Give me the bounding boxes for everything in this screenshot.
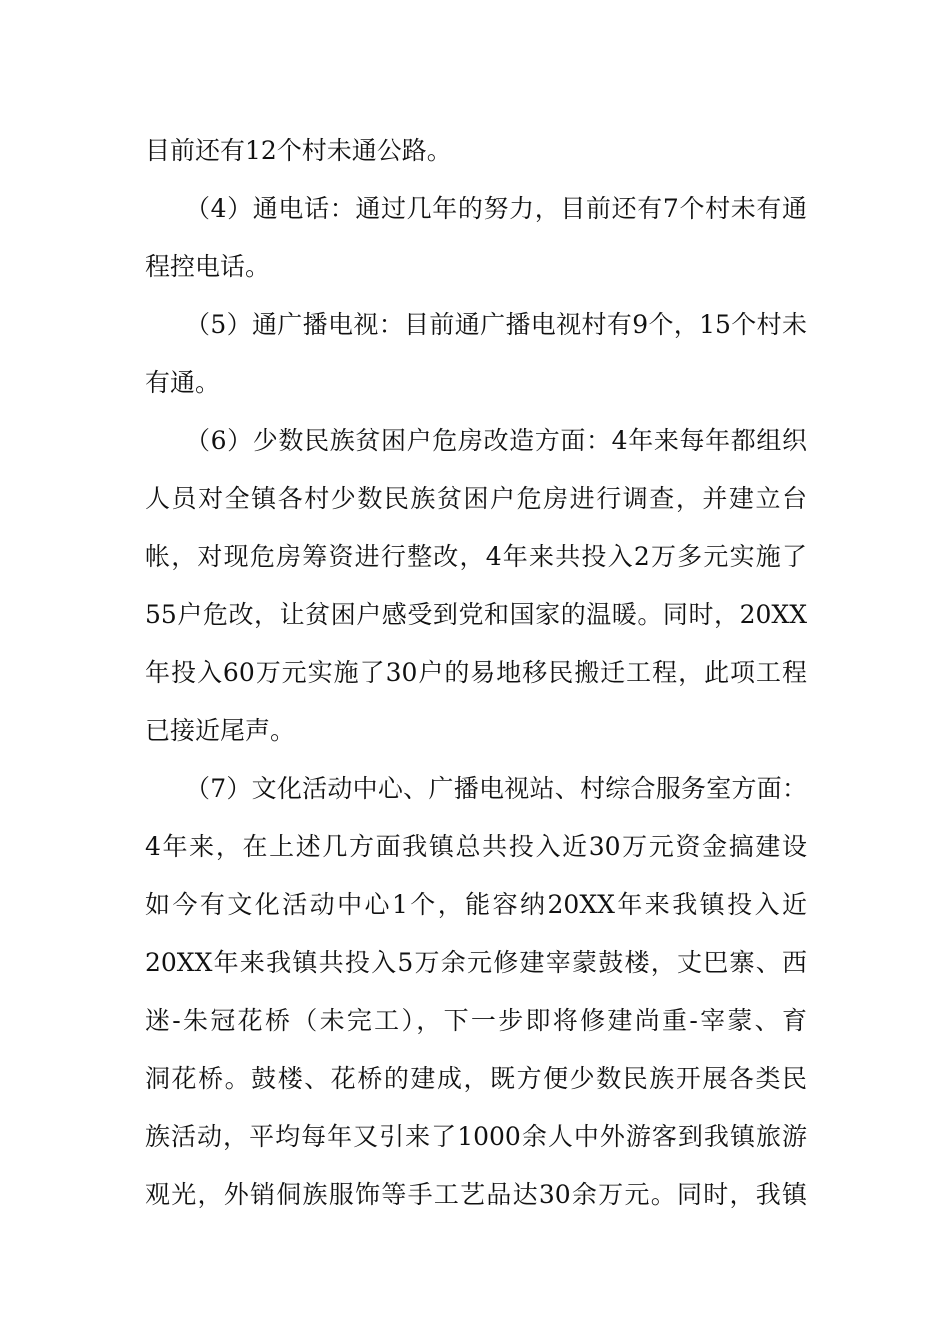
text-line: 人员对全镇各村少数民族贫困户危房进行调查，并建立台 bbox=[145, 484, 807, 513]
text-line: 洞花桥。鼓楼、花桥的建成，既方便少数民族开展各类民 bbox=[145, 1064, 807, 1093]
paragraph-start-line: （7）文化活动中心、广播电视站、村综合服务室方面： bbox=[185, 774, 807, 803]
text-line: 目前还有12个村未通公路。 bbox=[145, 136, 452, 165]
text-line: 迷-朱冠花桥（未完工），下一步即将修建尚重-宰蒙、育 bbox=[145, 1006, 807, 1035]
paragraph-start-line: （4）通电话：通过几年的努力，目前还有7个村未有通 bbox=[185, 194, 807, 223]
text-line: 观光，外销侗族服饰等手工艺品达30余万元。同时，我镇 bbox=[145, 1180, 807, 1209]
text-line: 年投入60万元实施了30户的易地移民搬迁工程，此项工程 bbox=[145, 658, 807, 687]
text-line: 如今有文化活动中心1个，能容纳20XX年来我镇投入近 bbox=[145, 890, 807, 919]
text-line: 有通。 bbox=[145, 368, 221, 397]
paragraph-start-line: （6）少数民族贫困户危房改造方面：4年来每年都组织 bbox=[185, 426, 807, 455]
text-line: 4年来，在上述几方面我镇总共投入近30万元资金搞建设 bbox=[145, 832, 807, 861]
text-line: 已接近尾声。 bbox=[145, 716, 296, 745]
text-line: 55户危改，让贫困户感受到党和国家的温暖。同时，20XX bbox=[145, 600, 807, 629]
text-line: 帐，对现危房筹资进行整改，4年来共投入2万多元实施了 bbox=[145, 542, 807, 571]
text-line: 族活动，平均每年又引来了1000余人中外游客到我镇旅游 bbox=[145, 1122, 807, 1151]
text-line: 程控电话。 bbox=[145, 252, 271, 281]
paragraph-start-line: （5）通广播电视：目前通广播电视村有9个，15个村未 bbox=[185, 310, 808, 339]
text-line: 20XX年来我镇共投入5万余元修建宰蒙鼓楼，丈巴寨、西 bbox=[145, 948, 807, 977]
